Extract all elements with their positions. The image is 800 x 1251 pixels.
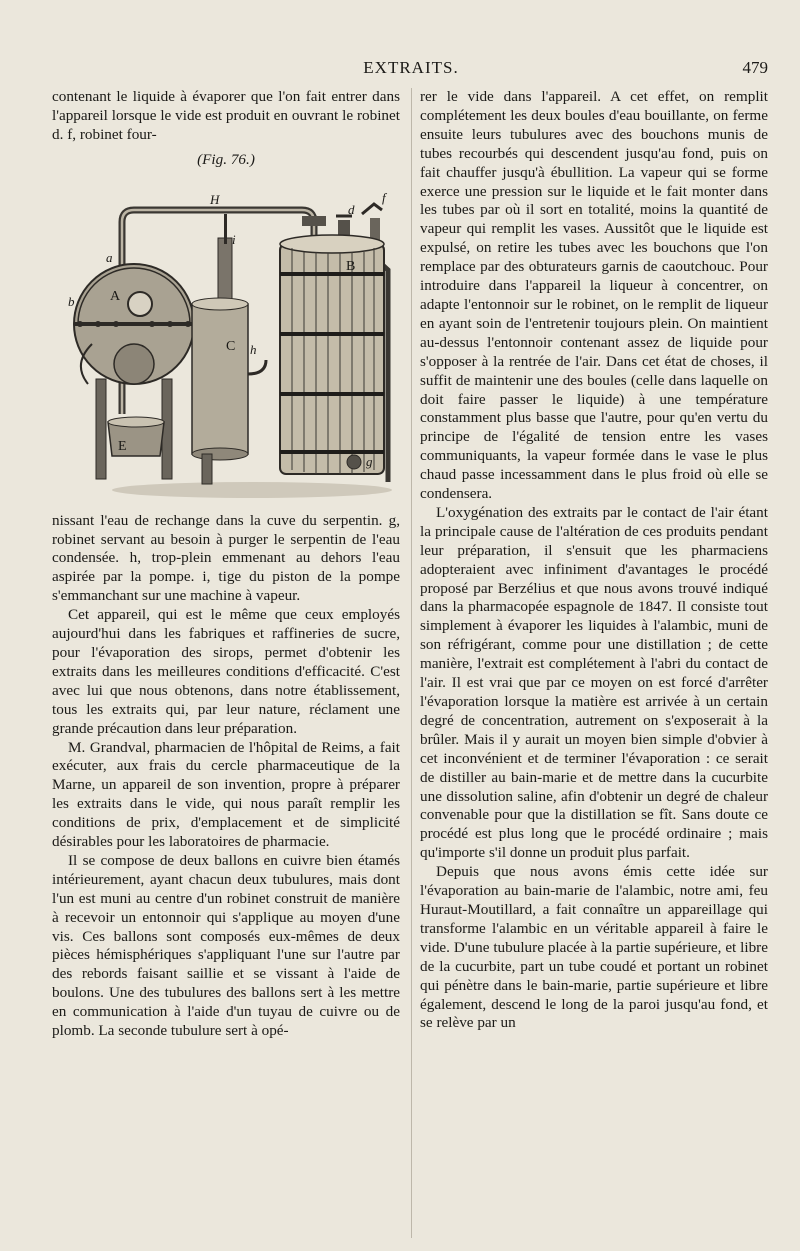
figure-label-g: g bbox=[366, 453, 373, 469]
figure-label-A: A bbox=[110, 288, 121, 304]
left-paragraph-5: Il se compose de deux ballons en cuivre bien étamés intérieurement, ayant chacun deux tubulures, mais dont l'un est muni au centre d'un robinet construit de manière à recevoir un entonnoir qui s'applique au moyen d'une vis. Ces ballons sont composés eux-mêmes de deux pièces hémisphériques s'appliquant l'une sur l'autre par des rebords faisant saillie et se vissant à l'aide de boulons. Une des tubulures des ballons sert à les mettre en communication à l'aide d'un tuyau de cuivre ou de plomb. La seconde tubulure sert à opé- bbox=[52, 851, 400, 1040]
left-paragraph-2: nissant l'eau de rechange dans la cuve du serpentin. g, robinet servant au besoin à purger le serpentin de l'eau condensée. h, trop-plein emmenant au dehors l'eau aspirée par la pompe. i, tige du piston de la pompe s'emmanchant sur une machine à vapeur. bbox=[52, 511, 400, 605]
figure-label-H: H bbox=[210, 191, 220, 207]
left-paragraph-1: contenant le liquide à évaporer que l'on fait entrer dans l'appareil lorsque le vide est produit en ouvrant le robinet d. f, robinet four- bbox=[52, 88, 400, 143]
figure-label-f: f bbox=[382, 189, 386, 205]
left-paragraph-4: M. Grandval, pharmacien de l'hôpital de Reims, a fait exécuter, aux frais du cercle pharmaceutique de la Marne, un appareil de son invention, propre à préparer les extraits dans le vide, qui nous paraît remplir les conditions de prix, d'emplacement et de simplicité désirables pour les laboratoires de pharmacie. bbox=[52, 738, 400, 851]
apparatus-illustration bbox=[52, 174, 400, 504]
right-paragraph-3: Depuis que nous avons émis cette idée sur l'évaporation au bain-marie de l'alambic, notre ami, feu Huraut-Moutillard, a fait connaître un appareillage qui transforme l'alambic en un véritable appareil à faire le vide. D'une tubulure placée à la partie supérieure, et libre de la cucurbite, part un tube coudé et portant un robinet qui pénètre dans le bain-marie, partie supérieure et libre également, descend le long de la paroi jusqu'au fond, et se relève par un bbox=[420, 863, 768, 1032]
left-paragraph-3: Cet appareil, qui est le même que ceux employés aujourd'hui dans les fabriques et raffineries de sucre, pour l'évaporation des sirops, permet d'obtenir les extraits dans les meilleures conditions d'efficacité. C'est avec lui que nous obtenons, dans notre établissement, tous les extraits qui, par leur nature, réclament une grande précaution dans leur préparation. bbox=[52, 606, 400, 737]
right-paragraph-1: rer le vide dans l'appareil. A cet effet, on remplit complétement les deux boules d'eau bouillante, on ferme ensuite leurs tubulures avec des bouchons munis de tubes recourbés qui descendent jusqu'au fond, puis on fait chauffer jusqu'à ébullition. La vapeur qui se forme exerce une pression sur le liquide et le fait monter dans les tubes par où il sort en totalité, moins la quantité de vapeur qui remplit les vases. Aussitôt que le liquide est expulsé, on retire les tubes avec les bouchons que l'on remplace par des obturateurs garnis de caoutchouc. Pour introduire dans l'appareil la liqueur à concentrer, on adapte l'entonnoir sur le robinet, on le remplit de liqueur en ayant soin de l'entretenir toujours plein. On maintient au-dessus l'entonnoir contenant assez de liquide pour s'opposer à la rentrée de l'air. Dans cet état de choses, il suffit de maintenir une des boules (celle dans laquelle on doit faire passer le liquide) à une température constamment plus basse que l'autre, pour qu'en vertu du principe de l'égalité de tension entre les vases communiquants, la vapeur formée dans le vase le plus chaud passe incessamment dans le plus froid où elle se condensera. bbox=[420, 88, 768, 503]
figure-caption: (Fig. 76.) bbox=[197, 150, 255, 168]
figure-label-i: i bbox=[232, 231, 236, 247]
running-header bbox=[54, 58, 768, 82]
left-column bbox=[52, 88, 400, 1041]
figure-label-d: d bbox=[348, 201, 355, 217]
column-divider bbox=[411, 88, 412, 1238]
figure-label-a: a bbox=[106, 249, 113, 265]
right-paragraph-2: L'oxygénation des extraits par le contact de l'air étant la principale cause de l'altération de ces produits pendant leur préparation, il s'ensuit que les pharmaciens adopteraient avec infiniment d'avantages le procédé proposé par Berzélius et que nous avons trouvé indiqué dans la pharmacopée espagnole de 1847. Il consiste tout simplement à évaporer les liquides à l'alambic, muni de son réfrigérant, comme pour une distillation ; de cette manière, l'extrait est complétement à l'abri du contact de l'air. Il est vrai que par ce moyen on est forcé d'arrêter l'évaporation lorsque la matière est arrivée à un certain degré de concentration, autrement on s'exposerait à la brûler. Mais il y aurait un moyen bien simple d'obvier à cet inconvénient et de terminer l'évaporation : ce serait de distiller au bain-marie et de mettre dans la cucurbite une dissolution saline, afin d'obtenir un degré de chaleur convenable pour que la distillation se fît. Sans doute ce procédé est plus long que le procédé ordinaire ; mais qu'importe s'il donne un produit plus parfait. bbox=[420, 503, 768, 862]
page-number: 479 bbox=[742, 58, 768, 77]
running-title: EXTRAITS. bbox=[363, 58, 459, 77]
figure-label-h: h bbox=[250, 341, 257, 357]
right-column bbox=[420, 88, 768, 1033]
figure-label-B: B bbox=[346, 258, 356, 274]
figure-label-E: E bbox=[118, 438, 127, 454]
figure-label-C: C bbox=[226, 338, 236, 354]
figure-label-b: b bbox=[68, 293, 75, 309]
